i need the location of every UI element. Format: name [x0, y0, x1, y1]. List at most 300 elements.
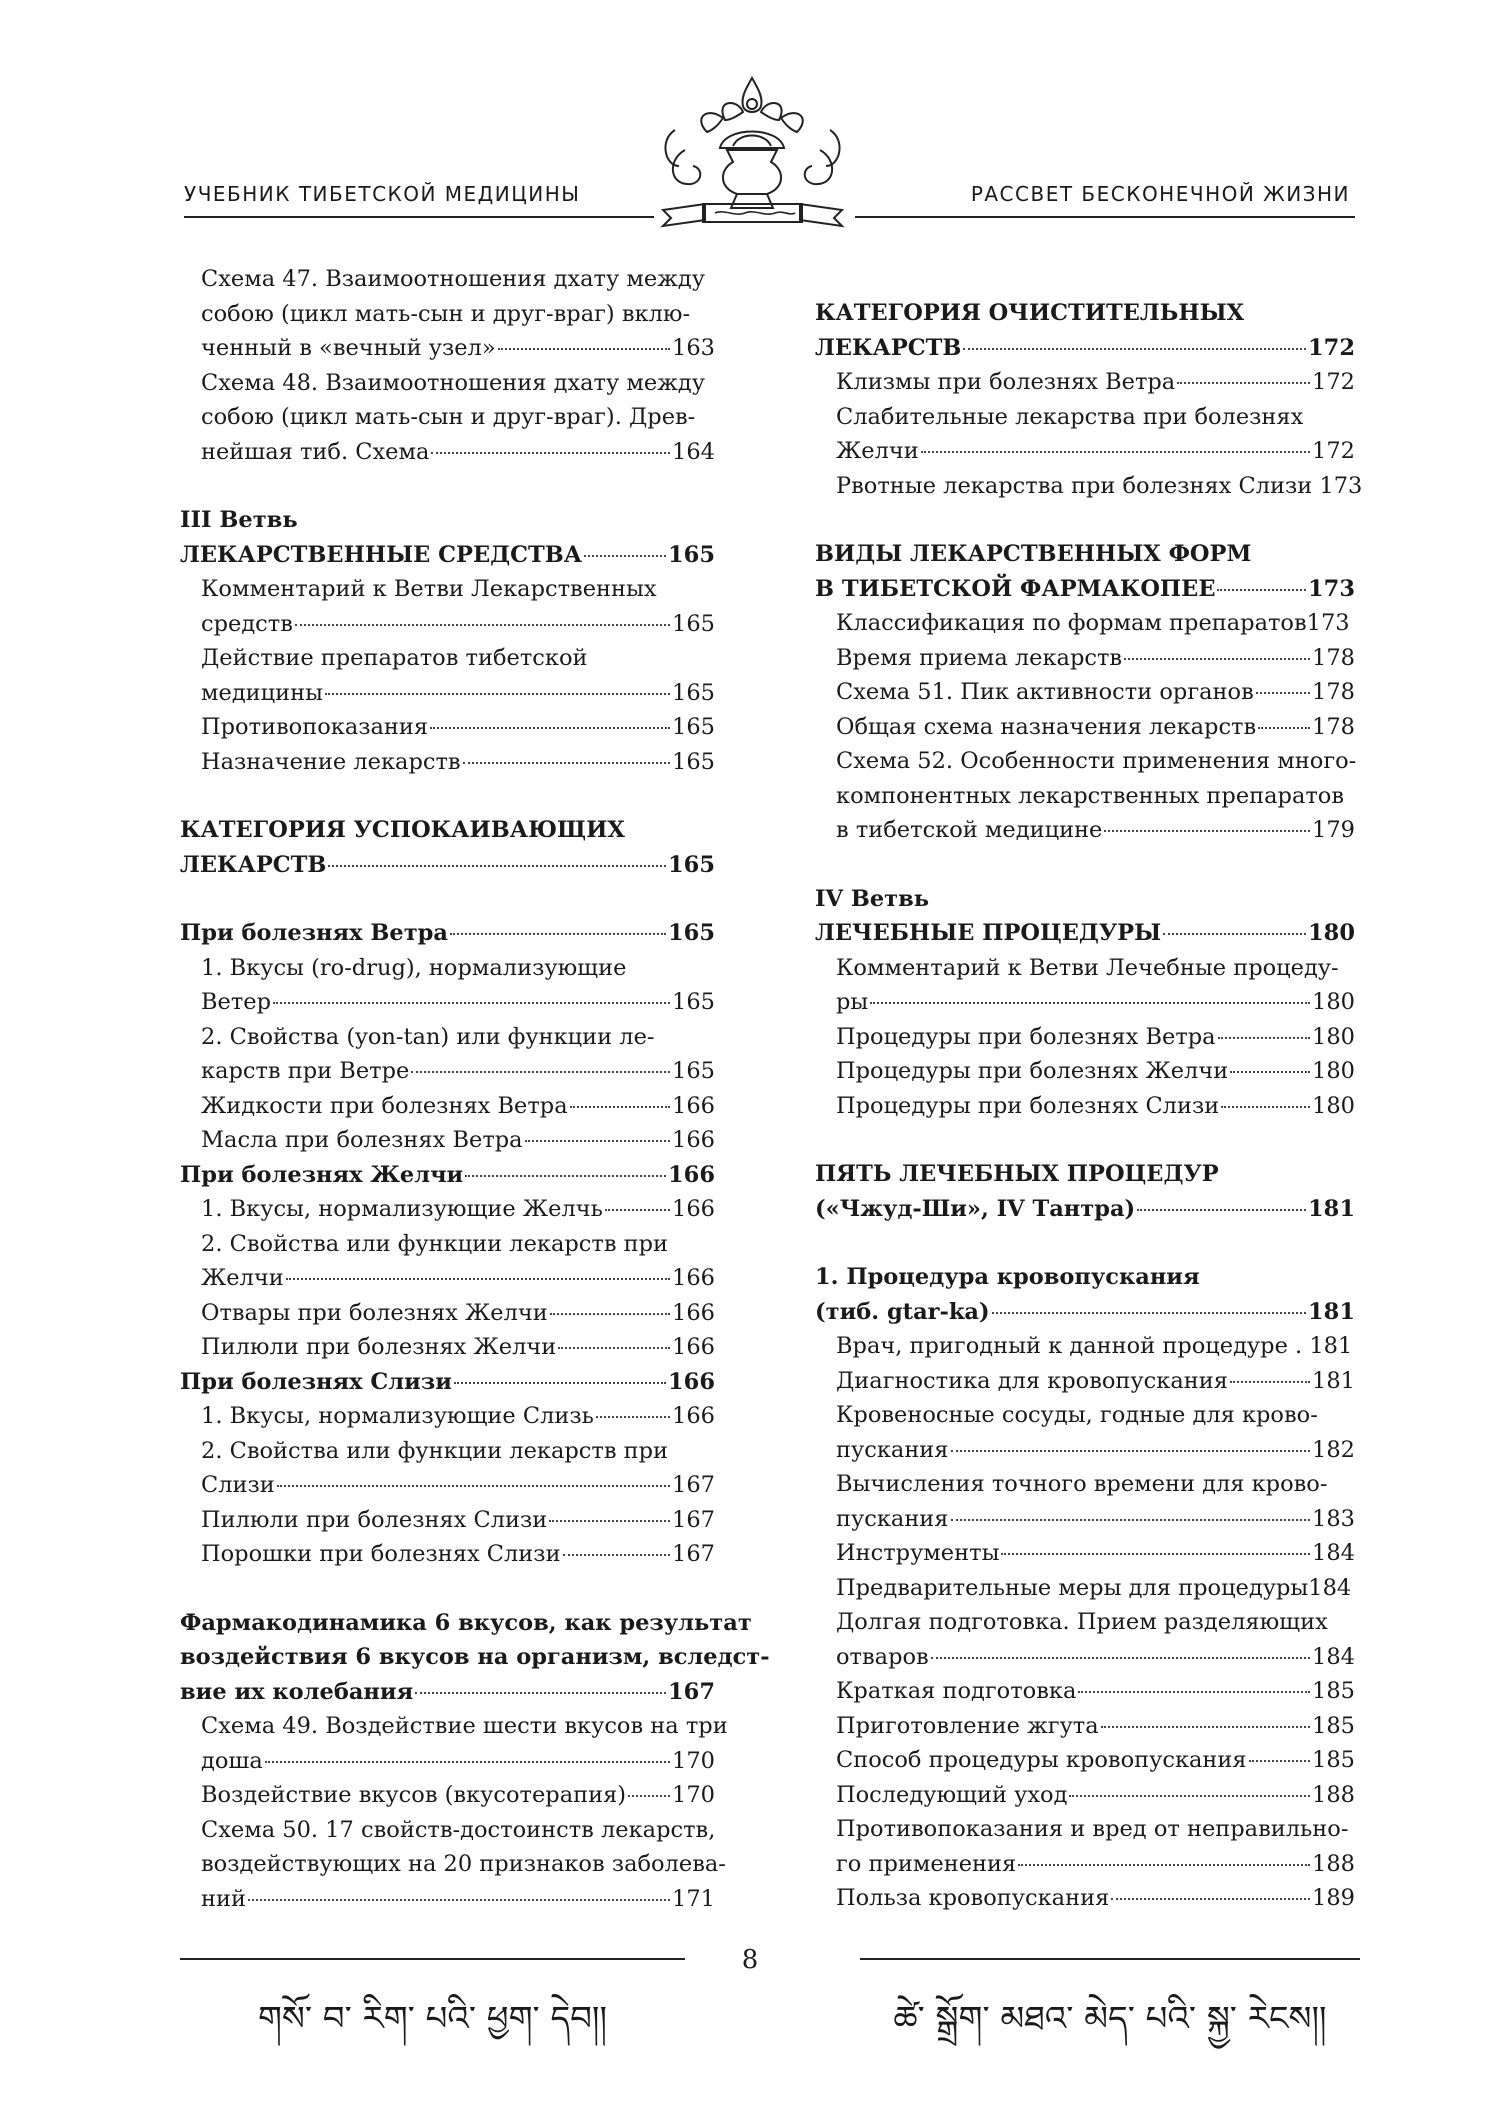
- toc-entry: [180, 1054, 715, 1089]
- toc-entry-text: Пилюли при болезнях Желчи: [201, 1334, 557, 1360]
- toc-page-number: 171: [672, 1885, 715, 1912]
- toc-page-number: 189: [1312, 1885, 1355, 1911]
- toc-entry-text: Вычисления точного времени для крово-: [836, 1471, 1328, 1497]
- toc-entry: [815, 1640, 1355, 1675]
- toc-entry-text: Инструменты: [836, 1540, 1000, 1566]
- toc-entry-text: Приготовление жгута: [836, 1712, 1099, 1739]
- toc-entry-text: Порошки при болезнях Слизи: [201, 1541, 561, 1567]
- header-rule-left: [184, 216, 654, 218]
- toc-entry: [180, 607, 715, 642]
- toc-dot-leader: [286, 1278, 670, 1280]
- toc-dot-leader: [454, 1382, 666, 1384]
- toc-dot-leader: [295, 624, 670, 626]
- toc-entry-text: Схема 47. Взаимоотношения дхату между: [201, 266, 705, 292]
- toc-entry-text: воздействия 6 вкусов на организм, вследст-: [180, 1644, 770, 1670]
- footer-rule-right: [860, 1958, 1360, 1960]
- toc-entry: [180, 1847, 726, 1882]
- toc-page-number: 166: [672, 1299, 715, 1326]
- toc-entry-text: Последующий уход: [836, 1781, 1068, 1808]
- toc-entry: [815, 1847, 1355, 1882]
- toc-heading: [180, 1640, 770, 1675]
- toc-entry: [815, 1536, 1355, 1571]
- toc-spacer: [815, 1226, 1355, 1260]
- toc-entry-text: Способ процедуры кровопускания: [836, 1747, 1247, 1773]
- toc-page-number: 188: [1312, 1781, 1355, 1808]
- toc-entry-text: Фармакодинамика 6 вкусов, как результат: [180, 1609, 752, 1636]
- toc-entry-text: Схема 51. Пик активности органов: [836, 679, 1254, 705]
- toc-heading: [815, 1192, 1355, 1227]
- toc-page-number: 180: [1312, 1092, 1355, 1119]
- toc-heading: [815, 1157, 1355, 1192]
- toc-dot-leader: [450, 933, 666, 935]
- toc-entry-text: Предварительные меры для процедуры184: [836, 1574, 1352, 1601]
- toc-entry-text: Время приема лекарств: [836, 644, 1123, 671]
- toc-entry-text: Назначение лекарств: [201, 748, 461, 775]
- toc-page-number: 178: [1312, 679, 1355, 705]
- toc-page-number: 185: [1312, 1747, 1355, 1773]
- toc-entry: [180, 985, 715, 1020]
- toc-entry-text: Отвары при болезнях Желчи: [201, 1299, 548, 1326]
- toc-entry-text: Комментарий к Ветви Лекарственных: [201, 576, 657, 602]
- toc-entry-text: 1. Процедура кровопускания: [815, 1264, 1200, 1290]
- toc-entry: [180, 1089, 715, 1124]
- toc-entry: [815, 985, 1355, 1020]
- toc-dot-leader: [1249, 1760, 1310, 1762]
- toc-dot-leader: [1221, 1106, 1310, 1108]
- toc-entry-text: ченный в «вечный узел»: [201, 335, 496, 361]
- toc-page-number: 173: [1308, 575, 1355, 602]
- toc-heading: [815, 1260, 1355, 1295]
- toc-entry: [180, 1709, 728, 1744]
- toc-entry: [815, 1089, 1355, 1124]
- toc-page-number: 165: [672, 714, 715, 740]
- toc-entry: [180, 297, 715, 332]
- toc-dot-leader: [1124, 658, 1310, 660]
- toc-entry-text: 1. Вкусы, нормализующие Слизь: [201, 1403, 594, 1429]
- toc-entry-text: Пилюли при болезнях Слизи: [201, 1506, 548, 1533]
- toc-dot-leader: [1218, 1037, 1310, 1039]
- header-left-title: УЧЕБНИК ТИБЕТСКОЙ МЕДИЦИНЫ: [184, 182, 581, 206]
- toc-dot-leader: [1258, 727, 1310, 729]
- toc-dot-leader: [273, 1002, 670, 1004]
- toc-entry-text: Противопоказания и вред от неправильно-: [836, 1816, 1349, 1842]
- toc-entry-text: компонентных лекарственных препаратов: [836, 782, 1345, 809]
- toc-entry: [815, 1364, 1355, 1399]
- toc-entry: [180, 262, 715, 297]
- toc-entry-text: При болезнях Ветра: [180, 920, 448, 946]
- toc-entry: [180, 1813, 715, 1848]
- toc-dot-leader: [328, 865, 666, 867]
- toc-entry-text: доша: [201, 1747, 263, 1774]
- toc-entry: [815, 675, 1355, 710]
- page-number: 8: [741, 1945, 759, 1975]
- toc-entry: [180, 1503, 715, 1538]
- toc-entry-text: Желчи: [201, 1265, 284, 1291]
- toc-spacer: [180, 469, 715, 503]
- toc-entry: [815, 1467, 1355, 1502]
- toc-dot-leader: [1069, 1795, 1310, 1797]
- toc-dot-leader: [628, 1795, 670, 1797]
- toc-entry: [180, 435, 715, 470]
- toc-entry-text: медицины: [201, 679, 324, 706]
- toc-entry: [180, 641, 715, 676]
- toc-dot-leader: [1111, 1898, 1310, 1900]
- toc-page-number: 178: [1312, 644, 1355, 671]
- toc-page-number: 180: [1312, 1023, 1355, 1050]
- toc-entry-text: Действие препаратов тибетской: [201, 645, 588, 671]
- toc-heading: [180, 916, 715, 951]
- toc-entry-text: ПЯТЬ ЛЕЧЕБНЫХ ПРОЦЕДУР: [815, 1161, 1219, 1187]
- footer-rule-left: [180, 1958, 685, 1960]
- toc-dot-leader: [1137, 1209, 1306, 1211]
- toc-dot-leader: [1104, 830, 1310, 832]
- toc-entry: [815, 710, 1355, 745]
- toc-entry-text: 2. Свойства или функции лекарств при: [201, 1230, 669, 1257]
- toc-entry: [815, 744, 1355, 779]
- toc-entry-text: Воздействие вкусов (вкусотерапия): [201, 1782, 627, 1808]
- toc-entry: [180, 1744, 715, 1779]
- toc-entry-text: воздействующих на 20 признаков заболева-: [201, 1851, 726, 1877]
- footer-tibetan-right: ཚེ་ སྒྲོག་ མཐའ་ མེད་ པའི་ སྐྱ་ རེངས།།: [893, 1999, 1327, 2039]
- toc-page-number: 170: [672, 1782, 715, 1808]
- toc-entry-text: Схема 49. Воздействие шести вкусов на три: [201, 1713, 728, 1739]
- toc-entry: [180, 572, 715, 607]
- toc-page-number: 164: [672, 438, 715, 465]
- toc-entry: [180, 1468, 715, 1503]
- toc-entry: [180, 710, 715, 745]
- toc-entry-text: ЛЕКАРСТВ: [815, 334, 962, 361]
- toc-entry: [815, 606, 1355, 641]
- toc-dot-leader: [549, 1520, 670, 1522]
- toc-entry-text: Диагностика для кровопускания: [836, 1367, 1228, 1394]
- toc-entry-text: Слизи: [201, 1472, 275, 1498]
- toc-heading: [180, 538, 715, 573]
- toc-heading: [815, 331, 1355, 366]
- toc-page-number: 172: [1312, 369, 1355, 395]
- toc-dot-leader: [951, 1450, 1311, 1452]
- toc-page-number: 184: [1312, 1643, 1355, 1670]
- toc-entry-text: го применения: [836, 1850, 1017, 1877]
- toc-page-number: 167: [672, 1506, 715, 1533]
- toc-dot-leader: [430, 727, 670, 729]
- toc-spacer: [815, 848, 1355, 882]
- toc-entry-text: карств при Ветре: [201, 1058, 410, 1084]
- toc-page-number: 182: [1312, 1436, 1355, 1463]
- toc-entry-text: Рвотные лекарства при болезнях Слизи 173: [836, 472, 1363, 499]
- toc-dot-leader: [411, 1071, 670, 1073]
- toc-page-number: 166: [668, 1161, 715, 1188]
- toc-page-number: 180: [1312, 1058, 1355, 1084]
- vase-emblem-icon: [645, 70, 860, 240]
- toc-entry-text: III Ветвь: [180, 507, 298, 533]
- toc-dot-leader: [1256, 692, 1310, 694]
- toc-left-column: [180, 262, 770, 1916]
- toc-page-number: 166: [672, 1196, 715, 1222]
- toc-entry-text: Кровеносные сосуды, годные для крово-: [836, 1402, 1318, 1428]
- toc-entry: [180, 1020, 715, 1055]
- toc-page-number: 165: [672, 1058, 715, 1084]
- toc-heading: [180, 503, 715, 538]
- toc-page-number: 165: [672, 748, 715, 775]
- toc-page-number: 167: [672, 1541, 715, 1567]
- toc-entry: [180, 1296, 715, 1331]
- toc-entry: [815, 365, 1355, 400]
- toc-entry-text: 2. Свойства (yon-tan) или функции ле-: [201, 1023, 655, 1050]
- toc-page-number: 188: [1312, 1850, 1355, 1877]
- toc-dot-leader: [596, 1416, 670, 1418]
- toc-entry: [815, 1502, 1355, 1537]
- toc-dot-leader: [963, 348, 1306, 350]
- toc-dot-leader: [248, 1899, 670, 1901]
- toc-entry: [180, 951, 715, 986]
- toc-entry-text: ний: [201, 1885, 246, 1912]
- toc-entry: [180, 1227, 715, 1262]
- toc-dot-leader: [921, 451, 1310, 453]
- footer-tibetan-left: གསོ་ བ་ རིག་ པའི་ ཕྱག་ དེབ།།: [257, 1999, 608, 2039]
- toc-entry: [180, 400, 715, 435]
- toc-heading: [180, 1365, 715, 1400]
- toc-entry-text: При болезнях Слизи: [180, 1368, 452, 1395]
- toc-entry: [815, 1674, 1355, 1709]
- toc-page-number: 167: [672, 1472, 715, 1498]
- toc-entry-text: КАТЕГОРИЯ УСПОКАИВАЮЩИХ: [180, 817, 625, 843]
- toc-entry: [815, 434, 1355, 469]
- toc-entry-text: Краткая подготовка: [836, 1678, 1077, 1704]
- toc-dot-leader: [325, 693, 670, 695]
- toc-page-number: 181: [1308, 1298, 1355, 1325]
- toc-page-number: 179: [1312, 817, 1355, 843]
- toc-entry: [180, 1434, 715, 1469]
- toc-page-number: 183: [1312, 1505, 1355, 1532]
- toc-entry-text: в тибетской медицине: [836, 817, 1103, 843]
- toc-entry: [815, 400, 1355, 435]
- toc-dot-leader: [992, 1312, 1306, 1314]
- toc-entry: [180, 1537, 715, 1572]
- toc-entry-text: ЛЕКАРСТВЕННЫЕ СРЕДСТВА: [180, 541, 583, 568]
- toc-spacer: [815, 503, 1355, 537]
- toc-entry-text: ры: [836, 989, 869, 1015]
- toc-dot-leader: [1217, 589, 1306, 591]
- toc-dot-leader: [1230, 1381, 1310, 1383]
- toc-heading: [815, 537, 1355, 572]
- toc-entry-text: 1. Вкусы, нормализующие Желчь: [201, 1196, 603, 1222]
- toc-entry-text: Долгая подготовка. Прием разделяющих: [836, 1609, 1328, 1635]
- toc-spacer: [815, 1123, 1355, 1157]
- toc-heading: [815, 296, 1355, 331]
- toc-dot-leader: [431, 452, 670, 454]
- toc-page-number: 178: [1312, 713, 1355, 740]
- toc-entry: [815, 1571, 1355, 1606]
- toc-entry: [815, 1020, 1355, 1055]
- toc-entry-text: Процедуры при болезнях Ветра: [836, 1023, 1216, 1050]
- toc-spacer: [815, 262, 1355, 296]
- toc-page-number: 167: [668, 1678, 715, 1705]
- toc-entry: [180, 1399, 715, 1434]
- toc-page-number: 166: [672, 1092, 715, 1119]
- toc-entry-text: При болезнях Желчи: [180, 1161, 464, 1188]
- toc-dot-leader: [550, 1313, 670, 1315]
- toc-entry-text: Желчи: [836, 438, 919, 464]
- toc-dot-leader: [277, 1485, 670, 1487]
- toc-entry-text: Масла при болезнях Ветра: [201, 1127, 523, 1153]
- toc-dot-leader: [465, 1175, 666, 1177]
- toc-dot-leader: [1230, 1071, 1310, 1073]
- toc-page-number: 163: [672, 335, 715, 361]
- toc-heading: [180, 813, 715, 848]
- header-right-title: РАССВЕТ БЕСКОНЕЧНОЙ ЖИЗНИ: [970, 182, 1350, 206]
- toc-entry: [815, 1605, 1355, 1640]
- toc-dot-leader: [1101, 1726, 1310, 1728]
- toc-entry: [180, 366, 715, 401]
- toc-page-number: 181: [1308, 1195, 1355, 1222]
- toc-entry: [180, 331, 715, 366]
- toc-page-number: 165: [672, 679, 715, 706]
- toc-dot-leader: [584, 555, 666, 557]
- toc-page-number: 180: [1312, 989, 1355, 1015]
- toc-entry: [180, 745, 715, 780]
- toc-dot-leader: [951, 1519, 1311, 1521]
- toc-page-number: 185: [1312, 1712, 1355, 1739]
- toc-page-number: 165: [668, 541, 715, 568]
- toc-entry-text: Польза кровопускания: [836, 1885, 1110, 1911]
- toc-heading: [815, 1295, 1355, 1330]
- toc-spacer: [180, 882, 715, 916]
- toc-entry-text: ЛЕЧЕБНЫЕ ПРОЦЕДУРЫ: [815, 920, 1162, 946]
- toc-entry: [180, 1261, 715, 1296]
- toc-entry: [815, 951, 1355, 986]
- toc-entry-text: Схема 48. Взаимоотношения дхату между: [201, 369, 705, 396]
- toc-entry: [180, 676, 715, 711]
- toc-entry: [815, 813, 1355, 848]
- toc-entry-text: собою (цикл мать-сын и друг-враг) вклю-: [201, 300, 691, 327]
- toc-page-number: 166: [672, 1265, 715, 1291]
- toc-entry: [815, 1329, 1355, 1364]
- toc-entry: [815, 1778, 1355, 1813]
- toc-dot-leader: [563, 1554, 670, 1556]
- toc-page-number: 166: [672, 1334, 715, 1360]
- toc-heading: [180, 1158, 715, 1193]
- toc-dot-leader: [525, 1140, 670, 1142]
- toc-entry: [815, 1881, 1355, 1916]
- toc-spacer: [180, 1572, 715, 1606]
- toc-entry: [815, 1433, 1355, 1468]
- toc-dot-leader: [415, 1692, 666, 1694]
- toc-entry: [180, 1123, 715, 1158]
- toc-page-number: 166: [668, 1368, 715, 1395]
- toc-entry-text: В ТИБЕТСКОЙ ФАРМАКОПЕЕ: [815, 575, 1216, 602]
- toc-entry-text: Схема 52. Особенности применения много-: [836, 748, 1357, 774]
- toc-entry-text: Жидкости при болезнях Ветра: [201, 1092, 568, 1119]
- toc-page-number: 165: [672, 610, 715, 637]
- toc-dot-leader: [605, 1209, 670, 1211]
- toc-entry-text: нейшая тиб. Схема: [201, 438, 430, 465]
- toc-dot-leader: [1018, 1864, 1310, 1866]
- toc-dot-leader: [1163, 933, 1306, 935]
- toc-page-number: 180: [1308, 920, 1355, 946]
- toc-page-number: 165: [672, 989, 715, 1015]
- toc-entry: [815, 1743, 1355, 1778]
- toc-entry: [815, 1398, 1355, 1433]
- toc-entry-text: Противопоказания: [201, 714, 429, 740]
- toc-entry-text: пускания: [836, 1505, 949, 1532]
- toc-entry-text: Схема 50. 17 свойств-достоинств лекарств,: [201, 1816, 716, 1843]
- toc-entry-text: («Чжуд-Ши», IV Тантра): [815, 1195, 1136, 1222]
- toc-entry-text: ВИДЫ ЛЕКАРСТВЕННЫХ ФОРМ: [815, 541, 1252, 567]
- toc-dot-leader: [1001, 1553, 1310, 1555]
- toc-entry-text: средств: [201, 610, 293, 637]
- toc-dot-leader: [870, 1002, 1310, 1004]
- toc-entry-text: собою (цикл мать-сын и друг-враг). Древ-: [201, 404, 696, 430]
- toc-dot-leader: [931, 1657, 1310, 1659]
- toc-entry: [815, 1709, 1355, 1744]
- toc-page-number: 181: [1312, 1367, 1355, 1394]
- toc-entry-text: Клизмы при болезнях Ветра: [836, 369, 1176, 395]
- toc-dot-leader: [498, 348, 670, 350]
- toc-entry: [815, 641, 1355, 676]
- toc-page-number: 172: [1312, 438, 1355, 464]
- toc-entry-text: 1. Вкусы (ro-drug), нормализующие: [201, 954, 627, 981]
- toc-heading: [815, 916, 1355, 951]
- toc-page-number: 165: [668, 851, 715, 878]
- toc-entry: [180, 1882, 715, 1917]
- toc-heading: [180, 1606, 752, 1641]
- toc-entry: [815, 779, 1355, 814]
- toc-page-number: 170: [672, 1747, 715, 1774]
- toc-entry: [815, 469, 1363, 504]
- toc-entry: [815, 1054, 1355, 1089]
- toc-heading: [180, 1675, 715, 1710]
- toc-entry-text: IV Ветвь: [815, 885, 929, 912]
- toc-dot-leader: [1177, 382, 1310, 384]
- toc-heading: [815, 572, 1355, 607]
- toc-entry-text: отваров: [836, 1643, 929, 1670]
- toc-entry-text: Комментарий к Ветви Лечебные процеду-: [836, 954, 1339, 981]
- toc-entry-text: пускания: [836, 1436, 949, 1463]
- toc-entry-text: КАТЕГОРИЯ ОЧИСТИТЕЛЬНЫХ: [815, 300, 1245, 326]
- header-rule-right: [855, 216, 1355, 218]
- toc-entry-text: Классификация по формам препаратов173: [836, 610, 1350, 636]
- toc-dot-leader: [570, 1106, 670, 1108]
- toc-entry-text: Врач, пригодный к данной процедуре . 181: [836, 1333, 1353, 1359]
- toc-page-number: 165: [668, 920, 715, 946]
- toc-entry-text: 2. Свойства или функции лекарств при: [201, 1437, 669, 1464]
- toc-entry-text: (тиб. gtar-ka): [815, 1298, 990, 1325]
- toc-dot-leader: [1078, 1691, 1310, 1693]
- toc-page-number: 184: [1312, 1540, 1355, 1566]
- toc-dot-leader: [558, 1347, 670, 1349]
- toc-entry: [815, 1812, 1355, 1847]
- toc-entry: [180, 1330, 715, 1365]
- toc-dot-leader: [265, 1761, 670, 1763]
- toc-spacer: [180, 779, 715, 813]
- toc-entry-text: Общая схема назначения лекарств: [836, 713, 1257, 740]
- toc-entry-text: Процедуры при болезнях Слизи: [836, 1092, 1220, 1119]
- toc-entry-text: вие их колебания: [180, 1678, 414, 1705]
- toc-heading: [180, 848, 715, 883]
- toc-page-number: 172: [1308, 334, 1355, 361]
- toc-entry-text: Слабительные лекарства при болезнях: [836, 403, 1304, 430]
- toc-entry: [180, 1778, 715, 1813]
- toc-entry-text: ЛЕКАРСТВ: [180, 851, 327, 878]
- toc-page-number: 166: [672, 1127, 715, 1153]
- toc-heading: [815, 882, 1355, 917]
- toc-entry-text: Ветер: [201, 989, 272, 1015]
- toc-entry: [180, 1192, 715, 1227]
- toc-dot-leader: [463, 762, 670, 764]
- toc-entry-text: Процедуры при болезнях Желчи: [836, 1058, 1229, 1084]
- toc-page-number: 185: [1312, 1678, 1355, 1704]
- toc-right-column: [815, 262, 1363, 1916]
